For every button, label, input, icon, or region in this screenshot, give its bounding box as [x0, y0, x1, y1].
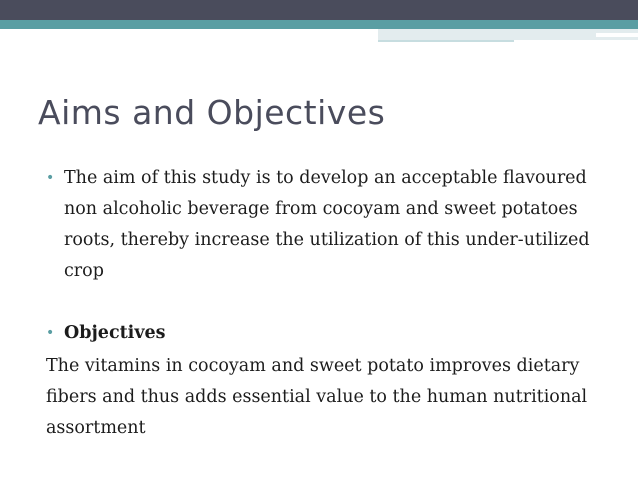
objectives-paragraph: The vitamins in cocoyam and sweet potato improves dietary fibers and thus adds essential value to the human nutritional assortment [46, 356, 588, 438]
objectives-heading: Objectives [64, 323, 166, 343]
header-accent-gap [596, 33, 638, 37]
bullet-text-aim: The aim of this study is to develop an acceptable flavoured non alcoholic beverage from cocoyam and sweet potatoes roots, thereby increase the utilization of this under-utilized crop [64, 168, 590, 281]
slide-body [46, 163, 606, 444]
header-divider [0, 29, 378, 32]
bullet-item-objectives [46, 318, 606, 349]
bullet-icon: • [46, 170, 55, 186]
bullet-icon: • [46, 325, 55, 341]
bullet-item-aim [46, 163, 606, 287]
slide-title: Aims and Objectives [38, 93, 386, 132]
header-bar-dark [0, 0, 638, 20]
header-bar-teal [0, 20, 638, 29]
spacer [46, 287, 606, 318]
header-accent-line [378, 40, 514, 42]
